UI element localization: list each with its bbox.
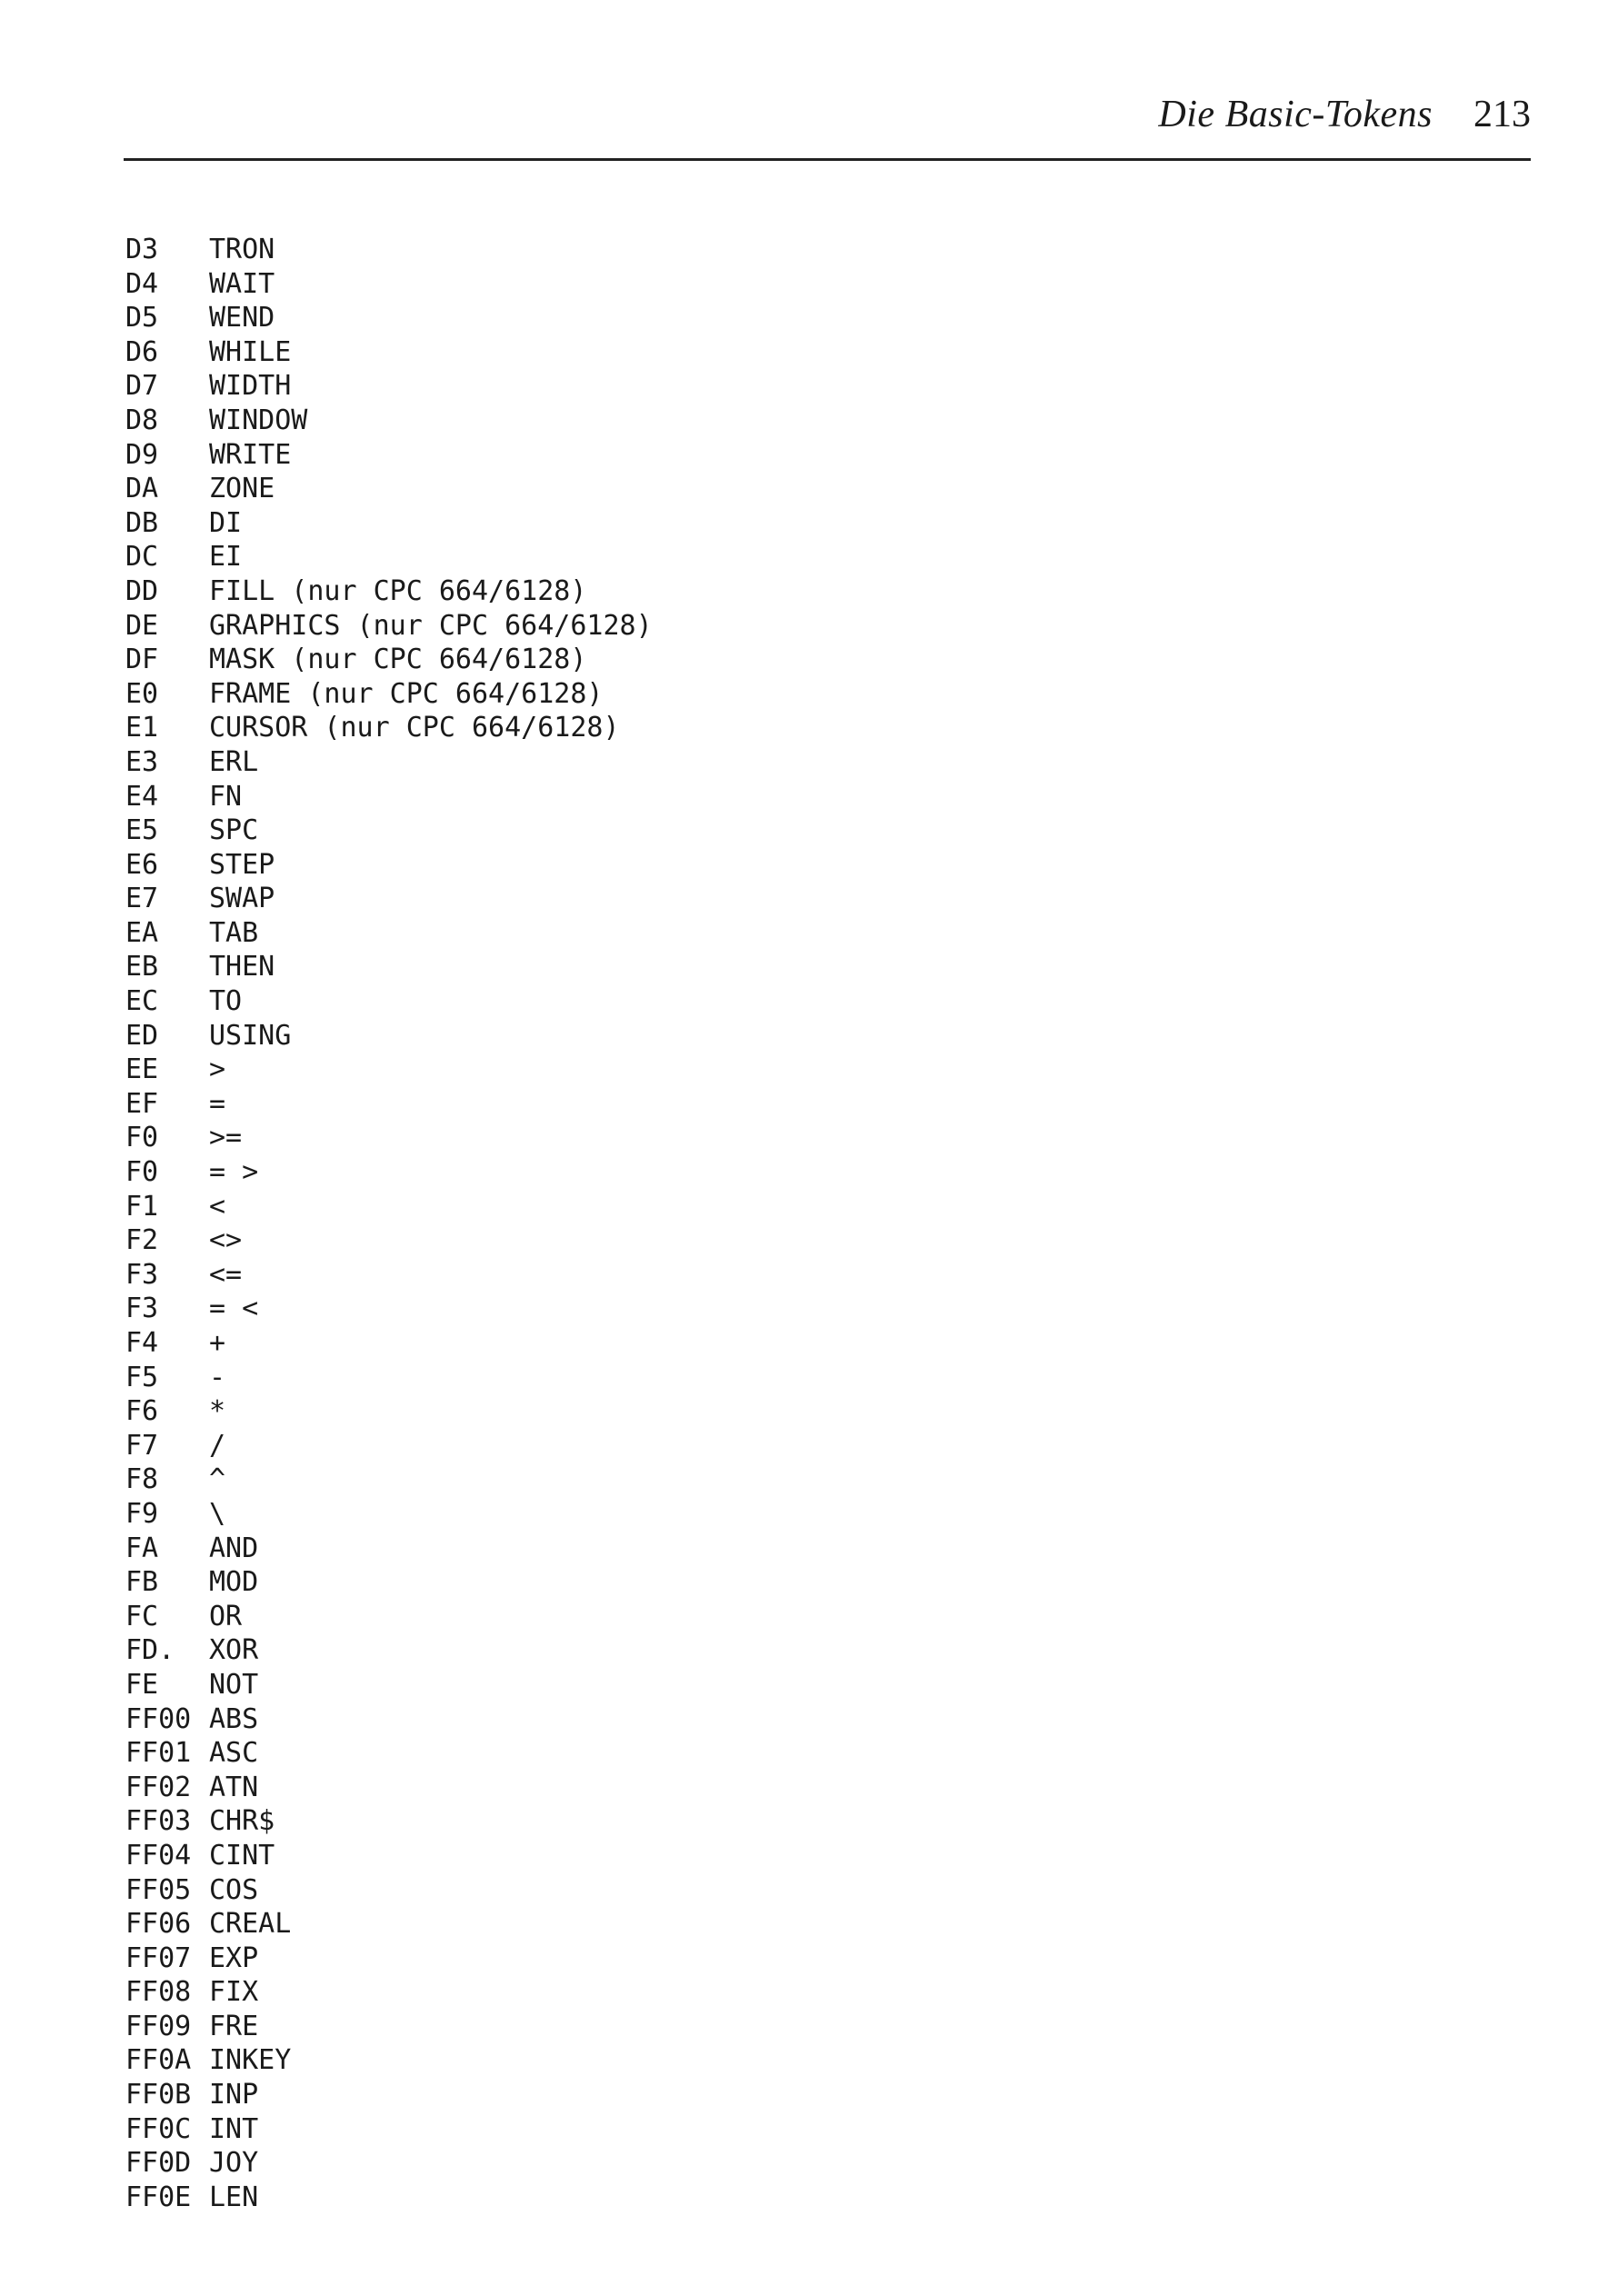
token-row: [125, 984, 653, 1019]
token-keyword: <: [209, 1190, 226, 1223]
token-keyword: CINT: [209, 1839, 275, 1872]
token-code: D5: [125, 302, 159, 334]
token-row: [125, 1155, 653, 1190]
token-row: [125, 404, 653, 438]
token-code: DC: [125, 541, 159, 574]
token-row: [125, 540, 653, 574]
token-row: [125, 1497, 653, 1532]
token-keyword: LEN: [209, 2181, 259, 2213]
token-code: FF0C: [125, 2112, 192, 2145]
token-keyword: ^: [209, 1463, 226, 1496]
token-row: [125, 1771, 653, 1805]
token-code: DE: [125, 609, 159, 642]
token-row: [125, 1633, 653, 1668]
token-code: E3: [125, 745, 159, 778]
token-code: FF0A: [125, 2044, 192, 2077]
token-row: [125, 2146, 653, 2181]
token-keyword: INT: [209, 2112, 259, 2145]
token-keyword: NOT: [209, 1668, 259, 1701]
token-code: FF04: [125, 1839, 192, 1872]
token-code: EF: [125, 1087, 159, 1120]
token-code: EB: [125, 951, 159, 983]
token-keyword: DI: [209, 506, 243, 539]
token-keyword: =: [209, 1087, 226, 1120]
token-code: FF08: [125, 1976, 192, 2009]
token-row: [125, 1804, 653, 1839]
token-keyword: USING: [209, 1019, 292, 1052]
token-keyword: OR: [209, 1600, 243, 1632]
token-code: E6: [125, 848, 159, 881]
token-row: [125, 1394, 653, 1429]
token-code: E1: [125, 712, 159, 744]
token-code: F7: [125, 1429, 159, 1462]
token-keyword: <>: [209, 1224, 243, 1257]
token-keyword: GRAPHICS (nur CPC 664/6128): [209, 609, 653, 642]
running-title: Die Basic-Tokens: [1158, 94, 1433, 135]
token-code: FF07: [125, 1942, 192, 1974]
token-code: FF0B: [125, 2079, 192, 2111]
token-row: [125, 1429, 653, 1463]
token-row: [125, 2010, 653, 2044]
token-code: ED: [125, 1019, 159, 1052]
token-code: DD: [125, 574, 159, 607]
token-row: [125, 1873, 653, 1908]
token-row: [125, 369, 653, 404]
token-row: [125, 609, 653, 644]
token-keyword: WAIT: [209, 267, 275, 300]
token-keyword: FRAME (nur CPC 664/6128): [209, 677, 604, 710]
token-keyword: TRON: [209, 234, 275, 265]
token-list: [125, 233, 653, 2214]
token-keyword: WHILE: [209, 335, 292, 368]
token-row: [125, 1942, 653, 1976]
token-code: F5: [125, 1361, 159, 1393]
token-code: FA: [125, 1532, 159, 1564]
token-row: [125, 677, 653, 712]
token-row: [125, 1907, 653, 1942]
token-row: [125, 506, 653, 541]
token-keyword: >: [209, 1053, 226, 1086]
token-code: FF05: [125, 1873, 192, 1906]
token-row: [125, 1292, 653, 1326]
token-row: [125, 267, 653, 302]
token-keyword: FRE: [209, 2010, 259, 2042]
token-code: FF02: [125, 1771, 192, 1803]
token-keyword: STEP: [209, 848, 275, 881]
token-code: FE: [125, 1668, 159, 1701]
token-code: FF09: [125, 2010, 192, 2042]
token-row: [125, 780, 653, 814]
token-keyword: ABS: [209, 1702, 259, 1735]
token-keyword: WINDOW: [209, 404, 308, 436]
token-code: D9: [125, 438, 159, 471]
token-row: [125, 882, 653, 916]
token-keyword: TO: [209, 985, 243, 1018]
token-keyword: WIDTH: [209, 370, 292, 403]
token-keyword: CHR$: [209, 1805, 275, 1838]
token-keyword: WEND: [209, 302, 275, 334]
token-row: [125, 1975, 653, 2010]
token-row: [125, 643, 653, 677]
token-keyword: MOD: [209, 1566, 259, 1599]
token-code: F8: [125, 1463, 159, 1496]
token-keyword: FN: [209, 780, 243, 813]
token-row: [125, 301, 653, 335]
token-keyword: CREAL: [209, 1908, 292, 1941]
token-row: [125, 438, 653, 473]
token-code: E5: [125, 814, 159, 847]
token-keyword: MASK (nur CPC 664/6128): [209, 644, 587, 676]
token-code: D4: [125, 267, 159, 300]
token-code: F3: [125, 1293, 159, 1325]
token-code: F0: [125, 1156, 159, 1189]
token-keyword: SWAP: [209, 883, 275, 915]
token-code: FF06: [125, 1908, 192, 1941]
token-row: [125, 1600, 653, 1634]
token-code: E7: [125, 883, 159, 915]
token-keyword: /: [209, 1429, 226, 1462]
token-row: [125, 2043, 653, 2078]
page-header: [124, 80, 1531, 161]
token-row: [125, 574, 653, 609]
token-keyword: = <: [209, 1293, 259, 1325]
token-keyword: *: [209, 1395, 226, 1428]
token-keyword: ZONE: [209, 473, 275, 505]
token-row: [125, 1736, 653, 1771]
token-keyword: INP: [209, 2079, 259, 2111]
token-row: [125, 1121, 653, 1155]
token-keyword: >=: [209, 1122, 243, 1154]
token-code: F0: [125, 1122, 159, 1154]
token-code: EA: [125, 916, 159, 949]
token-code: D3: [125, 234, 159, 265]
token-row: [125, 472, 653, 506]
token-code: D6: [125, 335, 159, 368]
token-keyword: AND: [209, 1532, 259, 1564]
token-row: [125, 1839, 653, 1873]
token-code: DF: [125, 644, 159, 676]
token-row: [125, 745, 653, 780]
token-code: F1: [125, 1190, 159, 1223]
token-code: F4: [125, 1327, 159, 1359]
token-code: FF0D: [125, 2147, 192, 2180]
token-keyword: EI: [209, 541, 243, 574]
token-code: DB: [125, 506, 159, 539]
token-code: FF03: [125, 1805, 192, 1838]
token-code: D7: [125, 370, 159, 403]
token-keyword: COS: [209, 1873, 259, 1906]
token-keyword: FILL (nur CPC 664/6128): [209, 574, 587, 607]
token-code: DA: [125, 473, 159, 505]
token-row: [125, 335, 653, 370]
token-code: FD.: [125, 1634, 175, 1667]
token-row: [125, 1702, 653, 1737]
token-keyword: ASC: [209, 1737, 259, 1770]
token-keyword: CURSOR (nur CPC 664/6128): [209, 712, 620, 744]
token-keyword: \: [209, 1497, 226, 1530]
token-keyword: SPC: [209, 814, 259, 847]
token-code: F2: [125, 1224, 159, 1257]
token-keyword: FIX: [209, 1976, 259, 2009]
token-row: [125, 814, 653, 848]
token-row: [125, 1087, 653, 1122]
token-code: F6: [125, 1395, 159, 1428]
token-row: [125, 1190, 653, 1224]
token-row: [125, 1565, 653, 1600]
token-keyword: +: [209, 1327, 226, 1359]
token-row: [125, 916, 653, 951]
token-row: [125, 2181, 653, 2215]
token-row: [125, 1361, 653, 1395]
token-keyword: WRITE: [209, 438, 292, 471]
token-keyword: -: [209, 1361, 226, 1393]
token-row: [125, 1019, 653, 1053]
token-row: [125, 848, 653, 883]
token-keyword: INKEY: [209, 2044, 292, 2077]
token-keyword: EXP: [209, 1942, 259, 1974]
token-code: D8: [125, 404, 159, 436]
token-row: [125, 233, 653, 267]
token-code: EC: [125, 985, 159, 1018]
token-row: [125, 1326, 653, 1361]
token-row: [125, 1532, 653, 1566]
token-keyword: THEN: [209, 951, 275, 983]
token-row: [125, 1462, 653, 1497]
token-keyword: <=: [209, 1258, 243, 1291]
token-keyword: ERL: [209, 745, 259, 778]
token-row: [125, 2078, 653, 2112]
token-code: F9: [125, 1497, 159, 1530]
token-code: E0: [125, 677, 159, 710]
token-row: [125, 1053, 653, 1087]
token-keyword: XOR: [209, 1634, 259, 1667]
token-code: FF01: [125, 1737, 192, 1770]
token-code: FF0E: [125, 2181, 192, 2213]
token-keyword: ATN: [209, 1771, 259, 1803]
token-row: [125, 2112, 653, 2147]
token-code: FF00: [125, 1702, 192, 1735]
token-code: FC: [125, 1600, 159, 1632]
token-keyword: JOY: [209, 2147, 259, 2180]
token-row: [125, 1668, 653, 1702]
token-row: [125, 711, 653, 745]
token-row: [125, 950, 653, 984]
token-row: [125, 1258, 653, 1293]
token-row: [125, 1223, 653, 1258]
token-code: FB: [125, 1566, 159, 1599]
token-keyword: = >: [209, 1156, 259, 1189]
page-number: 213: [1473, 94, 1531, 135]
token-keyword: TAB: [209, 916, 259, 949]
token-code: E4: [125, 780, 159, 813]
token-code: EE: [125, 1053, 159, 1086]
token-code: F3: [125, 1258, 159, 1291]
